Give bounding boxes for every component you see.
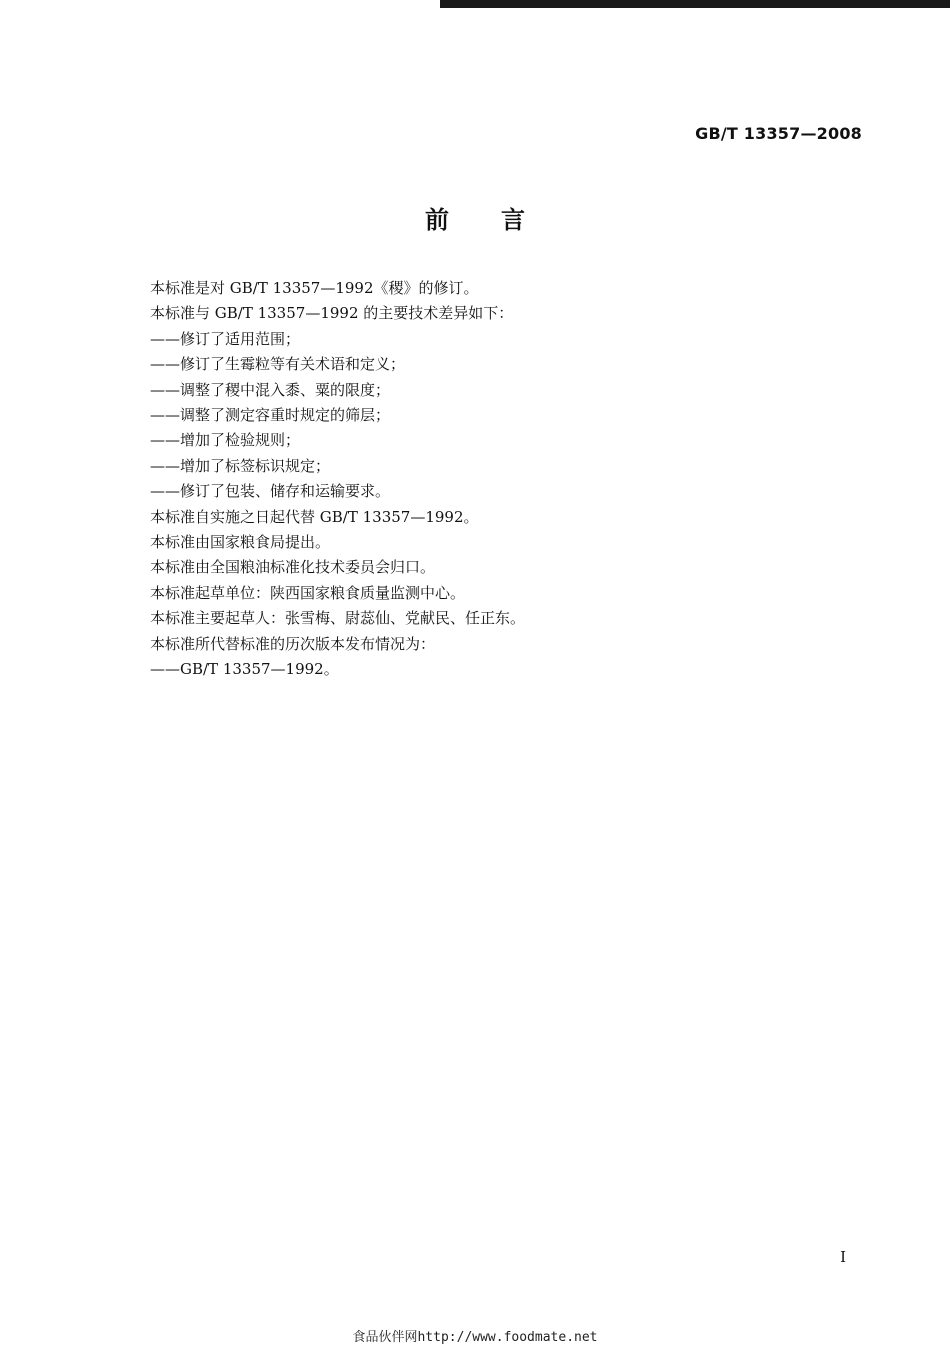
preface-line: ——修订了适用范围； xyxy=(150,329,301,348)
preface-line: 本标准是对 GB/T 13357—1992《稷》的修订。 xyxy=(150,279,479,297)
preface-line: 本标准所代替标准的历次版本发布情况为： xyxy=(150,634,436,653)
top-rule xyxy=(440,0,950,8)
preface-line: 本标准主要起草人：张雪梅、尉蕊仙、党献民、任正东。 xyxy=(150,609,526,628)
preface-line: ——增加了标签标识规定； xyxy=(150,456,331,475)
preface-line: ——GB/T 13357—1992。 xyxy=(150,660,339,679)
preface-line: 本标准与 GB/T 13357—1992 的主要技术差异如下： xyxy=(150,304,514,323)
preface-line: 本标准由全国粮油标准化技术委员会归口。 xyxy=(150,558,436,577)
standard-number: GB/T 13357—2008 xyxy=(695,124,862,143)
preface-line: 本标准自实施之日起代替 GB/T 13357—1992。 xyxy=(150,507,479,526)
preface-line: 本标准由国家粮食局提出。 xyxy=(150,533,331,552)
footer-watermark: 食品伙伴网http://www.foodmate.net xyxy=(352,1330,598,1345)
page-number: I xyxy=(840,1248,846,1266)
preface-line: ——修订了包装、储存和运输要求。 xyxy=(150,482,391,501)
preface-line: ——调整了测定容重时规定的筛层； xyxy=(150,406,391,425)
page-title: 前言 xyxy=(425,206,577,234)
preface-body xyxy=(150,276,850,683)
preface-line: ——增加了检验规则； xyxy=(150,431,301,450)
preface-line: ——调整了稷中混入黍、粟的限度； xyxy=(150,380,391,399)
preface-line: 本标准起草单位：陕西国家粮食质量监测中心。 xyxy=(150,583,466,602)
preface-line: ——修订了生霉粒等有关术语和定义； xyxy=(150,355,406,374)
